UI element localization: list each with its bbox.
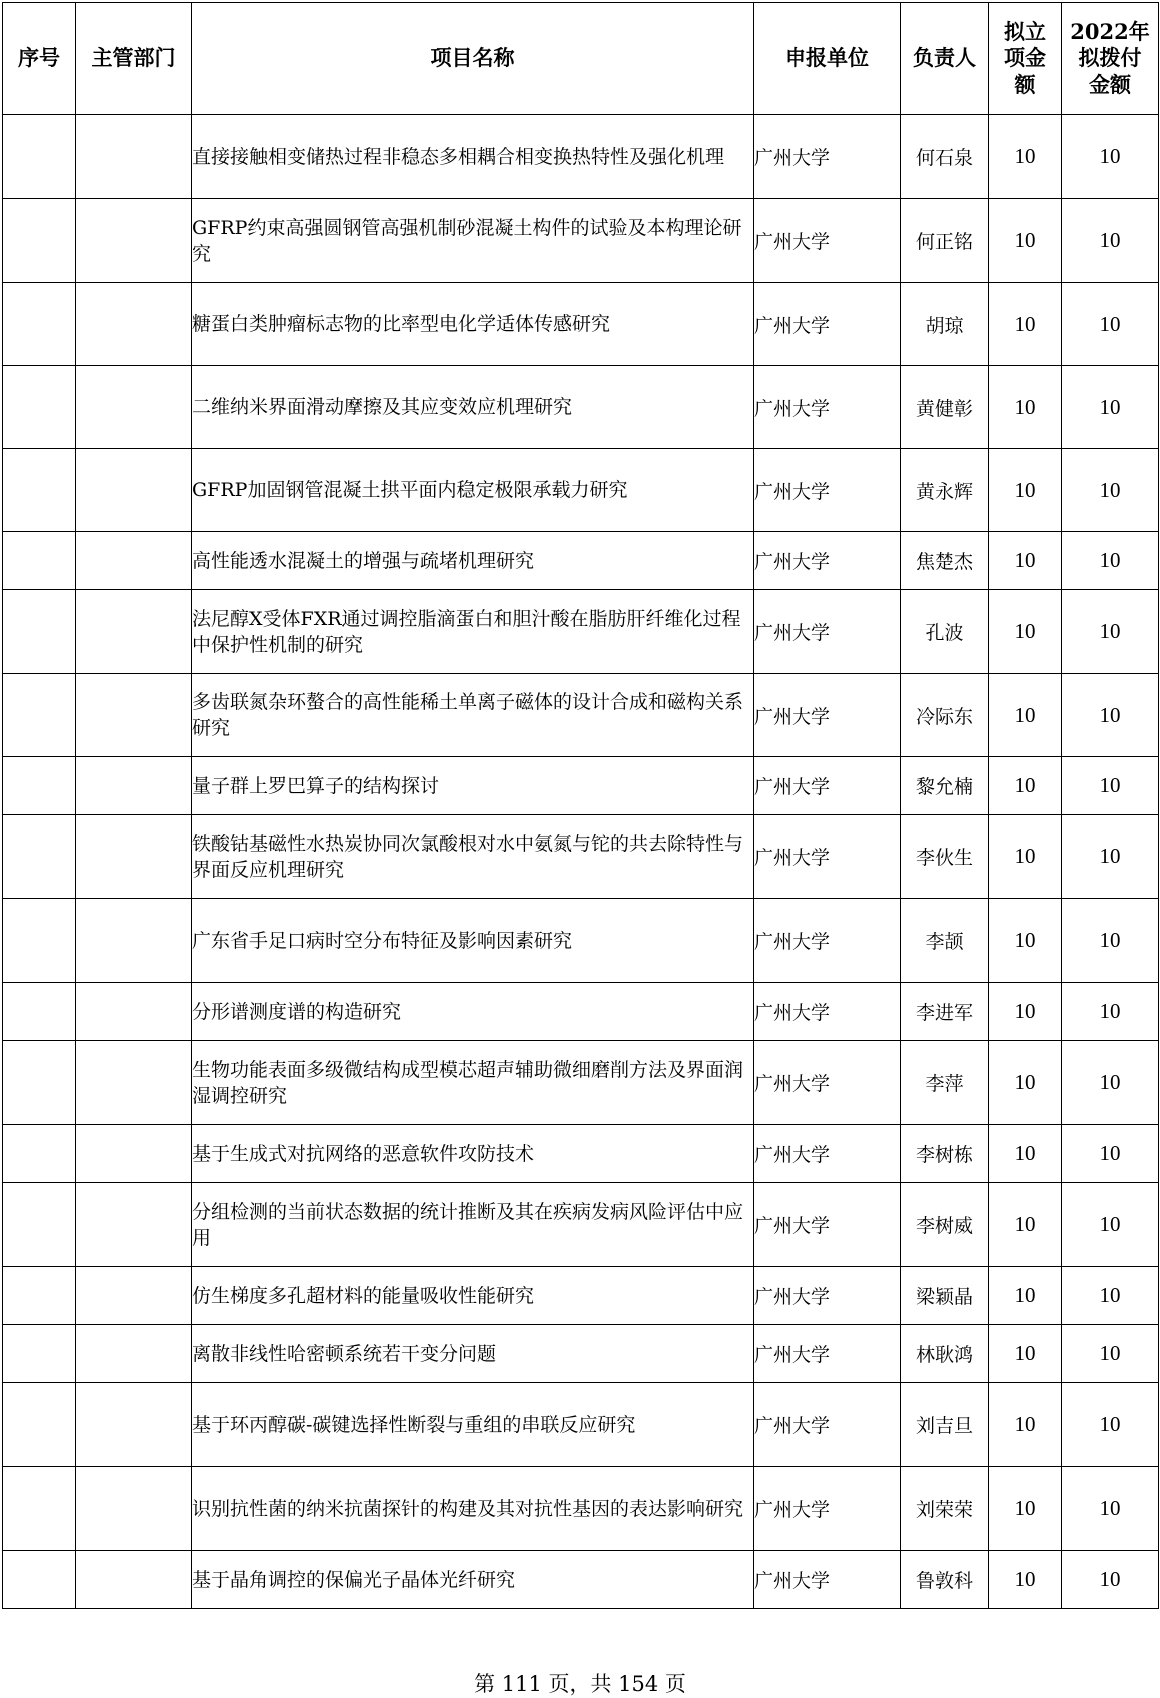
dept-cell [76, 1467, 192, 1551]
person-cell: 鲁敦科 [901, 1551, 989, 1609]
pay-cell: 10 [1062, 115, 1159, 199]
table-row [3, 815, 1159, 899]
table-row [3, 199, 1159, 283]
pay-cell: 10 [1062, 1125, 1159, 1183]
dept-cell [76, 815, 192, 899]
project-name-cell: 二维纳米界面滑动摩擦及其应变效应机理研究 [192, 366, 754, 449]
unit-cell: 广州大学 [754, 674, 901, 757]
table-row [3, 757, 1159, 815]
pay-cell: 10 [1062, 1325, 1159, 1383]
seq-cell [3, 283, 76, 366]
pay-cell: 10 [1062, 815, 1159, 899]
header-pay2022: 2022年 拟拨付 金额 [1062, 3, 1159, 115]
unit-cell: 广州大学 [754, 590, 901, 674]
table-row [3, 1125, 1159, 1183]
amount-cell: 10 [989, 983, 1062, 1041]
pay-cell: 10 [1062, 1467, 1159, 1551]
amount-cell: 10 [989, 449, 1062, 532]
person-cell: 李伙生 [901, 815, 989, 899]
dept-cell [76, 983, 192, 1041]
seq-cell [3, 1551, 76, 1609]
dept-cell [76, 283, 192, 366]
person-cell: 黄永辉 [901, 449, 989, 532]
unit-cell: 广州大学 [754, 1267, 901, 1325]
seq-cell [3, 366, 76, 449]
project-name-cell: 离散非线性哈密顿系统若干变分问题 [192, 1325, 754, 1383]
project-name-cell: 铁酸钴基磁性水热炭协同次氯酸根对水中氨氮与铊的共去除特性与界面反应机理研究 [192, 815, 754, 899]
table-row [3, 366, 1159, 449]
unit-cell: 广州大学 [754, 283, 901, 366]
seq-cell [3, 1383, 76, 1467]
project-table [2, 2, 1159, 1609]
unit-cell: 广州大学 [754, 1041, 901, 1125]
seq-cell [3, 115, 76, 199]
seq-cell [3, 449, 76, 532]
dept-cell [76, 115, 192, 199]
pay-cell: 10 [1062, 532, 1159, 590]
table-row [3, 899, 1159, 983]
unit-cell: 广州大学 [754, 199, 901, 283]
amount-cell: 10 [989, 590, 1062, 674]
pay-cell: 10 [1062, 1183, 1159, 1267]
dept-cell [76, 1125, 192, 1183]
dept-cell [76, 1383, 192, 1467]
project-name-cell: 基于晶角调控的保偏光子晶体光纤研究 [192, 1551, 754, 1609]
project-name-cell: 广东省手足口病时空分布特征及影响因素研究 [192, 899, 754, 983]
amount-cell: 10 [989, 1325, 1062, 1383]
pay-cell: 10 [1062, 1267, 1159, 1325]
seq-cell [3, 532, 76, 590]
seq-cell [3, 1125, 76, 1183]
person-cell: 黄健彰 [901, 366, 989, 449]
pay-cell: 10 [1062, 674, 1159, 757]
amount-cell: 10 [989, 199, 1062, 283]
seq-cell [3, 674, 76, 757]
unit-cell: 广州大学 [754, 983, 901, 1041]
project-name-cell: 识别抗性菌的纳米抗菌探针的构建及其对抗性基因的表达影响研究 [192, 1467, 754, 1551]
person-cell: 李树威 [901, 1183, 989, 1267]
header-amount: 拟立 项金 额 [989, 3, 1062, 115]
pay-cell: 10 [1062, 366, 1159, 449]
dept-cell [76, 532, 192, 590]
header-dept: 主管部门 [76, 3, 192, 115]
person-cell: 刘吉旦 [901, 1383, 989, 1467]
pay-cell: 10 [1062, 757, 1159, 815]
dept-cell [76, 590, 192, 674]
person-cell: 何石泉 [901, 115, 989, 199]
dept-cell [76, 757, 192, 815]
dept-cell [76, 1041, 192, 1125]
amount-cell: 10 [989, 674, 1062, 757]
unit-cell: 广州大学 [754, 1125, 901, 1183]
unit-cell: 广州大学 [754, 1325, 901, 1383]
table-row [3, 1551, 1159, 1609]
person-cell: 李萍 [901, 1041, 989, 1125]
unit-cell: 广州大学 [754, 1551, 901, 1609]
project-name-cell: 糖蛋白类肿瘤标志物的比率型电化学适体传感研究 [192, 283, 754, 366]
table-row [3, 449, 1159, 532]
dept-cell [76, 674, 192, 757]
unit-cell: 广州大学 [754, 115, 901, 199]
person-cell: 何正铭 [901, 199, 989, 283]
unit-cell: 广州大学 [754, 1383, 901, 1467]
header-name: 项目名称 [192, 3, 754, 115]
table-row [3, 674, 1159, 757]
table-row [3, 283, 1159, 366]
person-cell: 李树栋 [901, 1125, 989, 1183]
project-name-cell: GFRP约束高强圆钢管高强机制砂混凝土构件的试验及本构理论研究 [192, 199, 754, 283]
amount-cell: 10 [989, 899, 1062, 983]
person-cell: 黎允楠 [901, 757, 989, 815]
dept-cell [76, 1325, 192, 1383]
project-name-cell: 多齿联氮杂环螯合的高性能稀土单离子磁体的设计合成和磁构关系研究 [192, 674, 754, 757]
person-cell: 林耿鸿 [901, 1325, 989, 1383]
project-name-cell: 仿生梯度多孔超材料的能量吸收性能研究 [192, 1267, 754, 1325]
unit-cell: 广州大学 [754, 532, 901, 590]
person-cell: 冷际东 [901, 674, 989, 757]
person-cell: 孔波 [901, 590, 989, 674]
unit-cell: 广州大学 [754, 899, 901, 983]
seq-cell [3, 199, 76, 283]
table-body [3, 115, 1159, 1609]
unit-cell: 广州大学 [754, 1467, 901, 1551]
header-unit: 申报单位 [754, 3, 901, 115]
person-cell: 梁颖晶 [901, 1267, 989, 1325]
project-name-cell: 法尼醇X受体FXR通过调控脂滴蛋白和胆汁酸在脂肪肝纤维化过程中保护性机制的研究 [192, 590, 754, 674]
project-name-cell: 生物功能表面多级微结构成型模芯超声辅助微细磨削方法及界面润湿调控研究 [192, 1041, 754, 1125]
unit-cell: 广州大学 [754, 815, 901, 899]
pay-cell: 10 [1062, 199, 1159, 283]
table-row [3, 1325, 1159, 1383]
amount-cell: 10 [989, 115, 1062, 199]
table-row [3, 115, 1159, 199]
project-name-cell: 基于环丙醇碳-碳键选择性断裂与重组的串联反应研究 [192, 1383, 754, 1467]
dept-cell [76, 449, 192, 532]
table-row [3, 983, 1159, 1041]
person-cell: 李进军 [901, 983, 989, 1041]
dept-cell [76, 1267, 192, 1325]
pay-cell: 10 [1062, 899, 1159, 983]
table-row [3, 1383, 1159, 1467]
pay-cell: 10 [1062, 590, 1159, 674]
table-row [3, 1467, 1159, 1551]
table-row [3, 1041, 1159, 1125]
header-row [3, 3, 1159, 115]
amount-cell: 10 [989, 757, 1062, 815]
project-name-cell: 分组检测的当前状态数据的统计推断及其在疾病发病风险评估中应用 [192, 1183, 754, 1267]
pay-cell: 10 [1062, 983, 1159, 1041]
person-cell: 焦楚杰 [901, 532, 989, 590]
person-cell: 刘荣荣 [901, 1467, 989, 1551]
amount-cell: 10 [989, 1383, 1062, 1467]
dept-cell [76, 899, 192, 983]
page-footer: 第 111 页，共 154 页 [474, 1672, 686, 1696]
dept-cell [76, 199, 192, 283]
seq-cell [3, 757, 76, 815]
amount-cell: 10 [989, 1551, 1062, 1609]
person-cell: 李颉 [901, 899, 989, 983]
amount-cell: 10 [989, 1183, 1062, 1267]
pay-cell: 10 [1062, 283, 1159, 366]
dept-cell [76, 1551, 192, 1609]
table-row [3, 590, 1159, 674]
table-row [3, 532, 1159, 590]
project-name-cell: 基于生成式对抗网络的恶意软件攻防技术 [192, 1125, 754, 1183]
project-name-cell: 分形谱测度谱的构造研究 [192, 983, 754, 1041]
seq-cell [3, 1183, 76, 1267]
seq-cell [3, 590, 76, 674]
pay-cell: 10 [1062, 1383, 1159, 1467]
table-row [3, 1267, 1159, 1325]
seq-cell [3, 1041, 76, 1125]
seq-cell [3, 1267, 76, 1325]
unit-cell: 广州大学 [754, 757, 901, 815]
seq-cell [3, 1467, 76, 1551]
amount-cell: 10 [989, 815, 1062, 899]
project-name-cell: GFRP加固钢管混凝土拱平面内稳定极限承载力研究 [192, 449, 754, 532]
project-name-cell: 直接接触相变储热过程非稳态多相耦合相变换热特性及强化机理 [192, 115, 754, 199]
pay-cell: 10 [1062, 449, 1159, 532]
header-person: 负责人 [901, 3, 989, 115]
unit-cell: 广州大学 [754, 1183, 901, 1267]
amount-cell: 10 [989, 366, 1062, 449]
project-name-cell: 高性能透水混凝土的增强与疏堵机理研究 [192, 532, 754, 590]
seq-cell [3, 1325, 76, 1383]
amount-cell: 10 [989, 283, 1062, 366]
seq-cell [3, 815, 76, 899]
pay-cell: 10 [1062, 1551, 1159, 1609]
header-seq: 序号 [3, 3, 76, 115]
unit-cell: 广州大学 [754, 366, 901, 449]
table-row [3, 1183, 1159, 1267]
amount-cell: 10 [989, 532, 1062, 590]
dept-cell [76, 366, 192, 449]
amount-cell: 10 [989, 1125, 1062, 1183]
amount-cell: 10 [989, 1467, 1062, 1551]
dept-cell [76, 1183, 192, 1267]
seq-cell [3, 983, 76, 1041]
pay-cell: 10 [1062, 1041, 1159, 1125]
amount-cell: 10 [989, 1267, 1062, 1325]
unit-cell: 广州大学 [754, 449, 901, 532]
seq-cell [3, 899, 76, 983]
amount-cell: 10 [989, 1041, 1062, 1125]
project-name-cell: 量子群上罗巴算子的结构探讨 [192, 757, 754, 815]
person-cell: 胡琼 [901, 283, 989, 366]
